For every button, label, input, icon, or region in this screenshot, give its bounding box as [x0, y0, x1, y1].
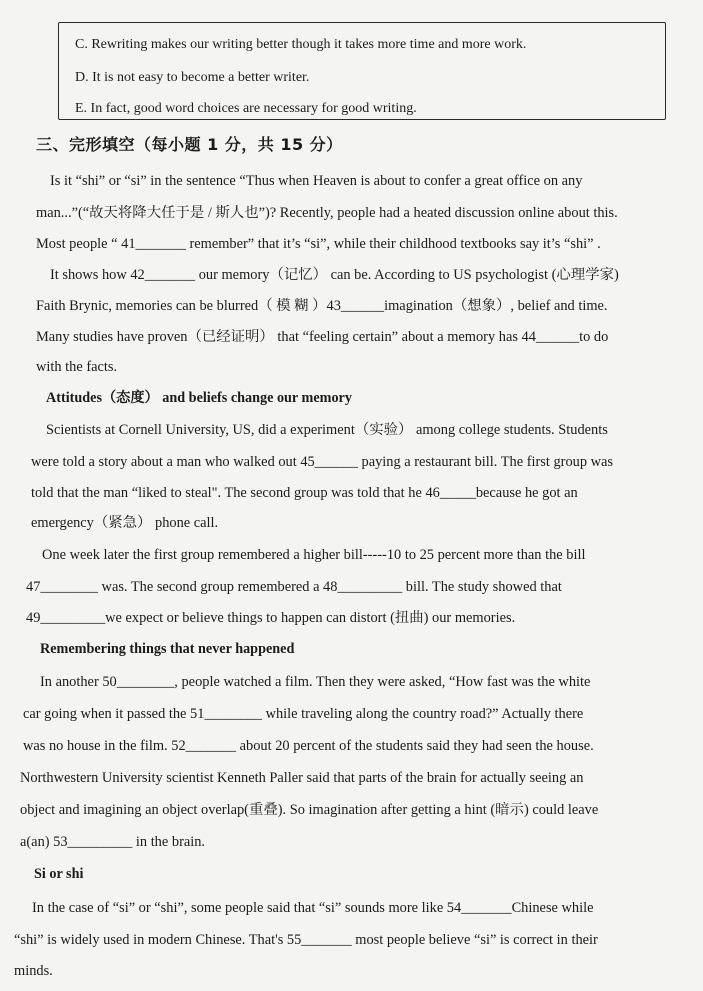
paragraph-line: car going when it passed the 51________ while traveling along the country road?” Actually there: [23, 706, 584, 722]
paragraph-line: Is it “shi” or “si” in the sentence “Thus when Heaven is about to confer a great office on any: [50, 173, 583, 189]
paragraph-line: Many studies have proven（已经证明） that “feeling certain” about a memory has 44______to do: [36, 329, 609, 345]
paragraph-line: Faith Brynic, memories can be blurred（ 模 糊 ）43______imagination（想象）, belief and time.: [36, 298, 608, 314]
paragraph-line: Most people “ 41_______ remember” that it’s “si”, while their childhood textbooks say it’s “shi” .: [36, 236, 601, 252]
subheading-remembering: Remembering things that never happened: [40, 641, 295, 657]
paragraph-line: Scientists at Cornell University, US, did a experiment（实验） among college students. Students: [46, 422, 608, 438]
paragraph-line: a(an) 53_________ in the brain.: [20, 834, 206, 850]
section-title: 三、完形填空（每小题 1 分，共 15 分）: [36, 135, 343, 154]
paragraph-line: were told a story about a man who walked out 45______ paying a restaurant bill. The first group was: [31, 454, 614, 470]
paragraph-line: told that the man “liked to steal". The second group was told that he 46_____because he got an: [31, 485, 578, 501]
paragraph-line: “shi” is widely used in modern Chinese. That's 55_______ most people believe “si” is correct in their: [14, 932, 598, 948]
paragraph-line: In another 50________, people watched a film. Then they were asked, “How fast was the white: [40, 674, 591, 690]
paragraph-line: man...”(“故天将降大任于是 / 斯人也”)? Recently, people had a heated discussion online about this.: [36, 205, 618, 221]
subheading-attitudes: Attitudes（态度） and beliefs change our memory: [46, 390, 352, 406]
paragraph-line: It shows how 42_______ our memory（记忆） can be. According to US psychologist (心理学家): [50, 267, 619, 283]
option-c: C. Rewriting makes our writing better though it takes more time and more work.: [75, 37, 527, 52]
answer-options-box: [58, 22, 666, 120]
paragraph-line: In the case of “si” or “shi”, some people said that “si” sounds more like 54_______Chinese while: [32, 900, 594, 916]
paragraph-line: 49_________we expect or believe things to happen can distort (扭曲) our memories.: [26, 610, 516, 626]
option-d: D. It is not easy to become a better writer.: [75, 70, 310, 85]
paragraph-line: with the facts.: [36, 359, 118, 375]
paragraph-line: was no house in the film. 52_______ about 20 percent of the students said they had seen the house.: [23, 738, 594, 754]
paragraph-line: object and imagining an object overlap(重叠). So imagination after getting a hint (暗示) could leave: [20, 802, 599, 818]
paragraph-line: 47________ was. The second group remembered a 48_________ bill. The study showed that: [26, 579, 562, 595]
option-e: E. In fact, good word choices are necessary for good writing.: [75, 101, 417, 116]
paragraph-line: Northwestern University scientist Kenneth Paller said that parts of the brain for actually seeing an: [20, 770, 584, 786]
paragraph-line: One week later the first group remembered a higher bill-----10 to 25 percent more than the bill: [42, 547, 586, 563]
paragraph-line: minds.: [14, 963, 53, 979]
subheading-si-or-shi: Si or shi: [34, 866, 84, 882]
paragraph-line: emergency（紧急） phone call.: [31, 515, 219, 531]
